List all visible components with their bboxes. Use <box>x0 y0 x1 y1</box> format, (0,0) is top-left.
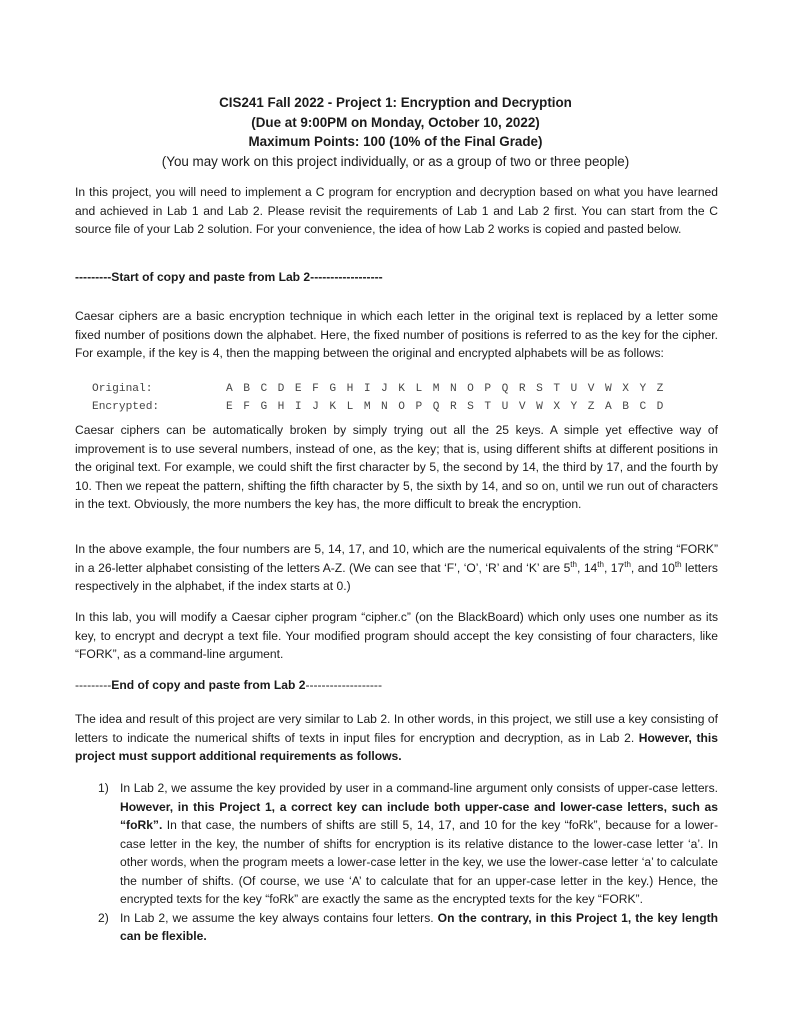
original-letters: A B C D E F G H I J K L M N O P Q R S T U V W X Y Z <box>226 383 666 395</box>
original-row <box>92 380 665 398</box>
idea-text: The idea and result of this project are very similar to Lab 2. In other words, in this project, we still use a key consisting of letters to indicate the numerical shifts of texts in input files for encryption and decryption, as in Lab 2. <box>75 712 718 745</box>
requirement-bold: However, in this Project 1, a correct key can include both upper-case and lower-case letters, such as “foRk”. <box>120 799 718 832</box>
requirement-item <box>98 779 718 909</box>
example-text-2: , 14 <box>576 560 598 575</box>
max-points: Maximum Points: 100 (10% of the Final Grade) <box>248 134 543 149</box>
requirement-plain-1: In Lab 2, we assume the key always contains four letters. <box>120 910 438 925</box>
example-text-1: In the above example, the four numbers are 5, 14, 17, and 10, which are the numerical equivalents of the string “FORK” in a 26-letter alphabet consisting of the letters A-Z. (We can see that ‘F’, ‘O’, ‘R’ and ‘K’ are 5 <box>75 542 718 575</box>
example-sup-1: th <box>570 559 577 569</box>
end-marker-suffix: ------------------- <box>305 678 382 692</box>
encrypted-letters: E F G H I J K L M N O P Q R S T U V W X Y Z A B C D <box>226 401 666 413</box>
requirement-text <box>120 779 718 909</box>
idea-paragraph <box>75 710 718 766</box>
example-sup-4: th <box>674 559 682 569</box>
intro-paragraph: In this project, you will need to implement a C program for encryption and decryption based on what you have learned and achieved in Lab 1 and Lab 2. Please revisit the requirements of Lab 1 and Lab 2 first. You can start from the C source file of your Lab 2 solution. For your convenience, the idea of how Lab 2 works is copied and pasted below. <box>75 185 718 236</box>
group-note: (You may work on this project individually, or as a group of two or three people) <box>161 153 630 169</box>
example-text-3: , 17 <box>603 560 625 575</box>
project-title: CIS241 Fall 2022 - Project 1: Encryption and Decryption <box>219 95 572 110</box>
start-marker <box>75 268 383 286</box>
lab-paragraph: In this lab, you will modify a Caesar cipher program “cipher.c” (on the BlackBoard) which only uses one number as its key, to encrypt and decrypt a text file. Your modified program should accept the key consisting of four characters, like “FORK”, as a command-line argument. <box>75 610 718 661</box>
original-label: Original: <box>92 383 153 395</box>
start-marker-suffix: ------------------ <box>310 270 383 284</box>
requirement-number: 1) <box>98 781 109 795</box>
requirement-text <box>120 909 718 946</box>
caesar-paragraph: Caesar ciphers are a basic encryption technique in which each letter in the original text is replaced by a letter some fixed number of positions down the alphabet. Here, the fixed number of positions is referred to as the key for the cipher. For example, if the key is 4, then the mapping between the original and encrypted alphabets will be as follows: <box>75 309 718 360</box>
requirement-bold: On the contrary, in this Project 1, the key length can be flexible. <box>120 910 718 943</box>
requirement-plain-1: In Lab 2, we assume the key provided by user in a command-line argument only consists of upper-case letters. <box>120 781 718 795</box>
example-text-5: letters respectively in the alphabet, if the index starts at 0.) <box>75 560 718 593</box>
requirement-number: 2) <box>98 910 109 925</box>
requirement-plain-2: In that case, the numbers of shifts are still 5, 14, 17, and 10 for the key “foRk”, because for a lower-case letter in the key, the number of shifts for encryption is its relative distance to the lower-case letter ‘a’. In other words, when the program meets a lower-case letter in the key, we use the lower-case letter ‘a’ to calculate the number of shifts. (Of course, we use ‘A’ to calculate that for an upper-case letter in the key.) Hence, the encrypted texts for the key “foRk” are exactly the same as the encrypted texts for the key “FORK”. <box>120 818 718 906</box>
requirement-item <box>98 909 718 946</box>
start-marker-prefix: --------- <box>75 270 112 284</box>
end-marker-label: End of copy and paste from Lab 2 <box>111 678 306 692</box>
requirements-list <box>98 779 718 946</box>
end-marker-prefix: --------- <box>75 678 112 692</box>
example-paragraph <box>75 540 718 596</box>
document-header <box>0 93 791 171</box>
end-marker <box>75 676 382 694</box>
encrypted-row <box>92 398 665 416</box>
encrypted-label: Encrypted: <box>92 401 160 413</box>
example-sup-2: th <box>597 559 604 569</box>
idea-bold: However, this project must support additional requirements as follows. <box>75 730 718 763</box>
example-sup-3: th <box>624 559 631 569</box>
due-date: (Due at 9:00PM on Monday, October 10, 2022) <box>251 114 540 130</box>
example-text-4: , and 10 <box>630 560 675 575</box>
start-marker-label: Start of copy and paste from Lab 2 <box>111 270 311 284</box>
broken-paragraph: Caesar ciphers can be automatically broken by simply trying out all the 25 keys. A simple yet effective way of improvement is to use several numbers, instead of one, as the key; that is, using different shifts at different positions in the original text. For example, we could shift the first character by 5, the second by 14, the third by 17, and the fourth by 10. Then we repeat the pattern, shifting the fifth character by 5, the sixth by 14, and so on, until we run out of characters in the text. Obviously, the more numbers the key has, the more difficult to break the encryption. <box>75 423 718 511</box>
cipher-mapping-table <box>92 380 665 416</box>
